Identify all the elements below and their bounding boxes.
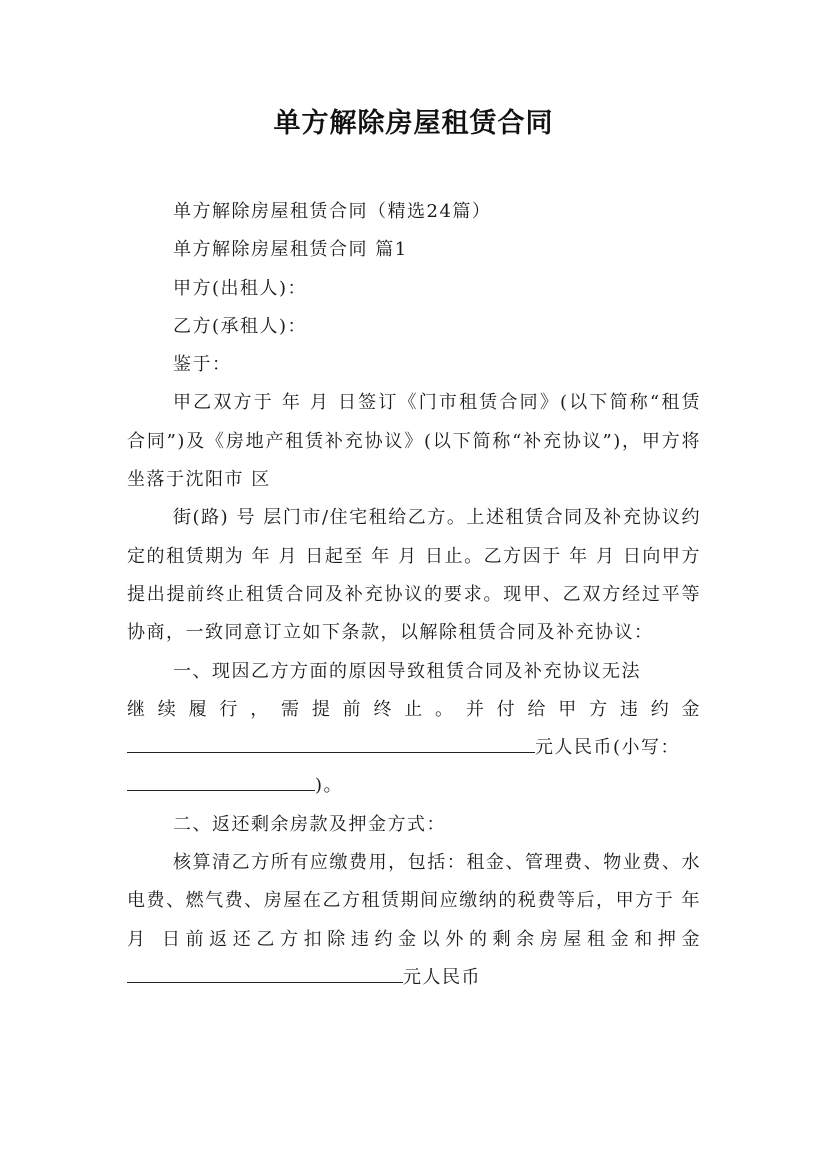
- party-a-line: 甲方(出租人)：: [173, 277, 308, 299]
- paragraph-2: 街(路) 号 层门市/住宅租给乙方。上述租赁合同及补充协议约定的租赁期为 年 月 日起至 年 月 日止。乙方因于 年 月 日向甲方提出提前终止租赁合同及补充协议的要求。现甲、乙双方经过平等协商，一致同意订立如下条款，以解除租赁合同及补充协议：: [127, 507, 701, 644]
- clause-1-line-4: [127, 767, 701, 805]
- party-b-line: 乙方(承租人)：: [173, 315, 308, 337]
- clause-2-suffix: 元人民币: [403, 966, 481, 988]
- document-body: [127, 193, 701, 997]
- document-title: 单方解除房屋租赁合同: [273, 108, 554, 139]
- clause-1-end: )。: [315, 775, 344, 797]
- clause-1-line-2: 继续履行，需提前终止。并付给甲方违约金: [127, 698, 701, 720]
- refund-amount-blank: [127, 966, 403, 983]
- clause-1-line-1: 一、现因乙方方面的原因导致租赁合同及补充协议无法: [173, 660, 641, 682]
- clause-2-heading: 二、返还剩余房款及押金方式：: [173, 813, 446, 835]
- clause-1-line-3: [127, 729, 701, 767]
- clause-2-text: 核算清乙方所有应缴费用，包括：租金、管理费、物业费、水电费、燃气费、房屋在乙方租赁期间应缴纳的税费等后，甲方于 年 月 日前返还乙方扣除违约金以外的剩余房屋租金和押金: [127, 852, 701, 950]
- penalty-amount-blank: [127, 736, 535, 753]
- whereas-line: 鉴于：: [173, 354, 232, 376]
- penalty-amount-lowercase-blank: [127, 774, 315, 791]
- clause-1-suffix: 元人民币(小写：: [535, 737, 681, 759]
- chapter-heading: 单方解除房屋租赁合同 篇1: [173, 239, 408, 261]
- paragraph-1: 甲乙双方于 年 月 日签订《门市租赁合同》(以下简称“租赁合同”)及《房地产租赁补充协议》(以下简称“补充协议”)，甲方将坐落于沈阳市 区: [127, 392, 701, 491]
- clause-2-body: [127, 844, 701, 997]
- subtitle: 单方解除房屋租赁合同（精选24篇）: [173, 201, 492, 222]
